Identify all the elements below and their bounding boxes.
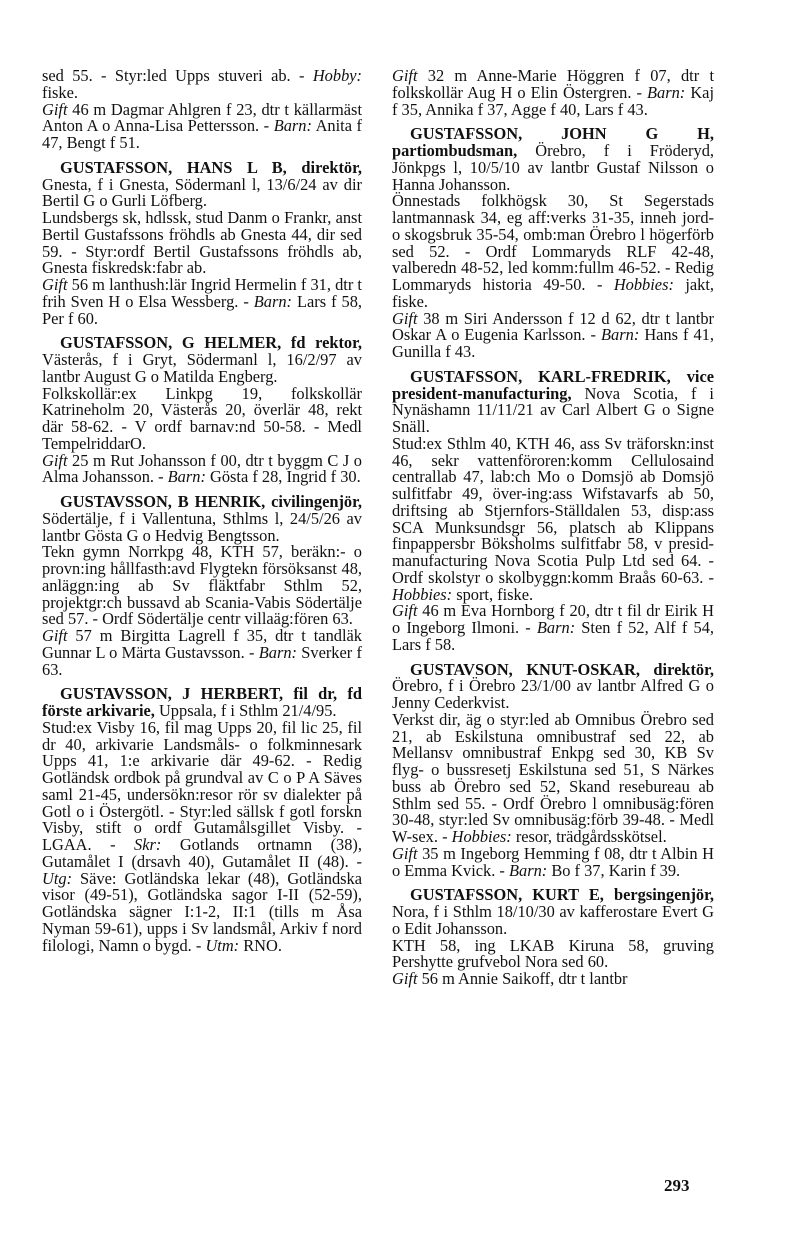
barn-label: Barn: [273,116,312,136]
entry-name: GUSTAFSSON, HANS L B, [60,157,287,177]
gift-label: Gift [42,626,68,645]
entry-name: GUSTAVSON, KNUT-OSKAR, [410,659,640,679]
text: 57 m Birgitta Lagrell f 35, dtr t tandläk Gunnar L o Märta Gustavsson. - [42,626,362,662]
text: Bo f 37, Karin f 39. [547,860,681,880]
entry-career [42,717,362,955]
text: 25 m Rut Johansson f 00, dtr t byggm C J o Alma Johansson. - [42,450,362,487]
entry-gustavsson-henrik [42,494,362,678]
text: RNO. [239,935,282,955]
entry-family [392,843,714,880]
entry-title: direktör, [286,157,362,177]
hobbies-label: Hobbies: [451,827,512,846]
gift-label: Gift [392,843,418,863]
text: Hans f 41, Gunilla f 43. [392,325,714,361]
text: fiske. [42,82,78,102]
entry-gustavsson-herbert [42,686,362,954]
entry-birth: Västerås, f i Gryt, Södermanl l, 16/2/97 av lantbr August G o Matilda Engberg. [42,350,362,386]
entry-name: GUSTAFSSON, G HELMER, [60,333,282,353]
entry-title: bergsingenjör, [603,885,714,905]
entry-title: vice president-manufacturing, [392,366,714,403]
hobby-label: Hobby: [312,66,362,85]
text: Anita f 47, Bengt f 51. [42,116,362,152]
hobbies-label: Hobbies: [392,584,453,604]
entry-birth: Uppsala, f i Sthlm 21/4/95. [154,701,337,720]
entry-career: Tekn gymn Norrkpg 48, KTH 57, beräkn:- o provn:ing hållfasth:avd Flygtekn försöksanst 48, anläggn:ing ab Sv fläktfabr Sthlm 52, projektgr:ch bussavd ab Scania-Vabis Södertälje sed 57. - Ordf Södertälje centr villaäg:fören 63. [42,542,362,629]
barn-label: Barn: [253,291,293,311]
gift-label: Gift [42,450,68,470]
text: Säve: Gotländska lekar (48), Gotländska visor (49-51), Gotländska sagor I-II (52-59), Gotländska sägner I:1-2, II:1 (tills m Åsa Nyman 59-61), upps i Sv landsmål, Arkiv f nord filologi, Namn o bygd. - [42,868,362,955]
page-number: 293 [664,1176,690,1195]
text: sport, fiske. [452,584,534,604]
barn-label: Barn: [647,82,686,102]
entry-career [392,709,714,846]
entry-birth: Södertälje, f i Vallentuna, Sthlms l, 24/5/26 av lantbr Gösta G o Hedvig Bengtsson. [42,508,362,545]
entry-family [42,99,362,152]
text: Gotlands ortnamn (38), Gutamålet I (drsavh 40), Gutamålet II (48). - [42,835,362,871]
text: jakt, fiske. [392,275,714,311]
entry-title: direktör, [639,659,714,679]
right-column [392,68,714,996]
entry-career: Folkskollär:ex Linkpg 19, folkskollär Katrineholm 20, Västerås 20, överlär 48, rekt där 58-62. - V ordf barnav:nd 50-58. - Medl TempelriddarO. [42,383,362,453]
entry-gustafsson-hans [42,157,362,328]
entry-family [42,277,362,327]
text: 46 m Dagmar Ahlgren f 23, dtr t källarmäst Anton A o Anna-Lisa Pettersson. - [42,99,362,136]
text: 46 m Eva Hornborg f 20, dtr t fil dr Eirik H o Ingeborg Ilmoni. - [392,601,714,637]
entry-family [392,68,714,118]
entry-gustafsson-karl-fredrik [392,366,714,654]
gift-label: Gift [392,969,418,988]
entry-name: GUSTAVSSON, J HERBERT, [60,684,284,704]
text: 35 m Ingeborg Hemming f 08, dtr t Albin H o Emma Kvick. - [392,843,714,880]
barn-label: Barn: [601,325,640,345]
entry-career [392,433,714,604]
entry-title: fil dr, fd förste arkivarie, [42,684,362,720]
text: Sten f 52, Alf f 54, Lars f 58. [392,618,714,654]
entry-gustafsson-helmer [42,335,362,486]
barn-label: Barn: [508,860,548,880]
utm-label: Utm: [205,935,240,955]
text: 32 m Anne-Marie Höggren f 07, dtr t folkskollär Aug H o Elin Östergren. - [392,66,714,102]
entry-family [392,308,714,361]
entry-family [42,628,362,678]
hobbies-label: Hobbies: [613,275,674,294]
entry-gustavson-knut-oskar [392,659,714,880]
left-column [42,68,362,962]
utg-label: Utg: [42,868,73,888]
gift-label: Gift [42,99,68,119]
entry-career [42,68,362,102]
barn-label: Barn: [536,618,576,637]
entry-title: fd rektor, [281,333,362,353]
entry-continuation-right [392,68,714,118]
barn-label: Barn: [167,467,206,487]
entry-career [392,193,714,310]
text: 56 m Annie Saikoff, dtr t lantbr [417,969,628,988]
entry-family [392,971,714,988]
gift-label: Gift [392,308,418,328]
entry-family [42,450,362,487]
entry-career: Lundsbergs sk, hdlssk, stud Danm o Frankr, anst Bertil Gustafssons fröhdls ab Gnesta 44, dir sed 59. - Styr:ordf Bertil Gustafssons fröhdls ab, Gnesta fiskredsk:fabr ab. [42,208,362,278]
text: Lars f 58, Per f 60. [42,291,362,328]
text: Sverker f 63. [42,642,362,679]
entry-title: civilingenjör, [265,492,362,511]
text: Gösta f 28, Ingrid f 30. [205,467,361,487]
entry-gustafsson-john [392,126,714,361]
gift-label: Gift [392,601,418,621]
entry-name: GUSTAVSSON, B HENRIK, [60,492,266,511]
entry-name: GUSTAFSSON, JOHN G H, [410,124,714,144]
text: Önnestads folkhögsk 30, St Segerstads lantmannask 34, eg aff:verks 31-35, inneh jord- o skogsbruk 35-54, omb:man Örebro l högerförb sed 52. - Ordf Lommaryds RLF 42-48, valberedn 48-52, led komm:fullm 46-52. - Redig Lommaryds historia 49-50. - [392,191,714,294]
gift-label: Gift [42,275,68,294]
text: Kaj f 35, Annika f 37, Agge f 40, Lars f 43. [392,82,714,119]
entry-career: KTH 58, ing LKAB Kiruna 58, gruving Pershytte grufvebol Nora sed 60. [392,935,714,972]
gift-label: Gift [392,66,418,85]
entry-name: GUSTAFSSON, KARL-FREDRIK, [410,366,671,386]
entry-family [392,603,714,653]
text: Verkst dir, äg o styr:led ab Omnibus Örebro sed 21, ab Eskilstuna omnibustraf sed 22, ab Mellansv omnibustraf Enkpg sed 30, KB Sv flyg- o bussresetj Eskilstuna sed 51, S Närkes buss ab Örebro sed 52, Skand resebureau ab Sthlm sed 55. - Ordf Örebro l omnibusäg:fören 30-48, styr:led Sv omnibusäg:förb 39-48. - Medl W-sex. - [392,709,714,846]
entry-birth: Örebro, f i Örebro 23/1/00 av lantbr Alfred G o Jenny Cederkvist. [392,676,714,712]
entry-continuation-left [42,68,362,152]
entry-name: GUSTAFSSON, KURT E, [410,885,604,905]
entry-title: partiombudsman, [392,141,518,160]
text: 56 m lanthush:lär Ingrid Hermelin f 31, dtr t frih Sven H o Elsa Wessberg. - [42,275,362,311]
text: Stud:ex Sthlm 40, KTH 46, ass Sv träforskn:inst 46, sekr vattenföroren:komm Cellulosaind centrallab 47, lab:ch Mo o Domsjö ab Domsjö sulfitfabr 49, över-ing:ass Wifstavarfs ab 50, driftsing ab Stjernfors-Ställdalen 53, disp:ass SCA Munksundsgr 56, platsch ab Klippans finpappersbr Böksholms sulfitfabr 58, v presid-manufacturing Nova Scotia Pulp Ltd sed 64. - Ordf skolstyr o skolbyggn:komm Braås 60-63. - [392,433,714,587]
text: Stud:ex Visby 16, fil mag Upps 20, fil lic 25, fil dr 40, arkivarie Landsmåls- o folkminnesark Upps 41, 1:e arkivarie där 49-62. - Redig Gotländsk ordbok på grundval av C o P A Säves saml 21-45, undersökn:resor rör sv dialekter på Gotl o i Östergötl. - Styr:led sällsk f gotl forskn Visby, stift o ordf Gutamålsgillet Visby. - LGAA. - [42,717,362,854]
skr-label: Skr: [134,835,162,854]
entry-gustafsson-kurt [392,887,714,988]
entry-birth: Gnesta, f i Gnesta, Södermanl l, 13/6/24 av dir Bertil G o Gurli Löfberg. [42,174,362,211]
entry-birth: Nora, f i Sthlm 18/10/30 av kafferostare Evert G o Edit Johansson. [392,902,714,938]
barn-label: Barn: [258,642,297,662]
entry-birth: Örebro, f i Fröderyd, Jönkpgs l, 10/5/10 av lantbr Gustaf Nilsson o Hanna Johansson. [392,141,714,194]
text: sed 55. - Styr:led Upps stuveri ab. - [42,66,313,85]
text: 38 m Siri Andersson f 12 d 62, dtr t lantbr Oskar A o Eugenia Karlsson. - [392,308,714,345]
text: resor, trädgårdsskötsel. [511,827,667,846]
entry-birth: Nova Scotia, f i Nynäshamn 11/11/21 av Carl Albert G o Signe Snäll. [392,383,714,436]
